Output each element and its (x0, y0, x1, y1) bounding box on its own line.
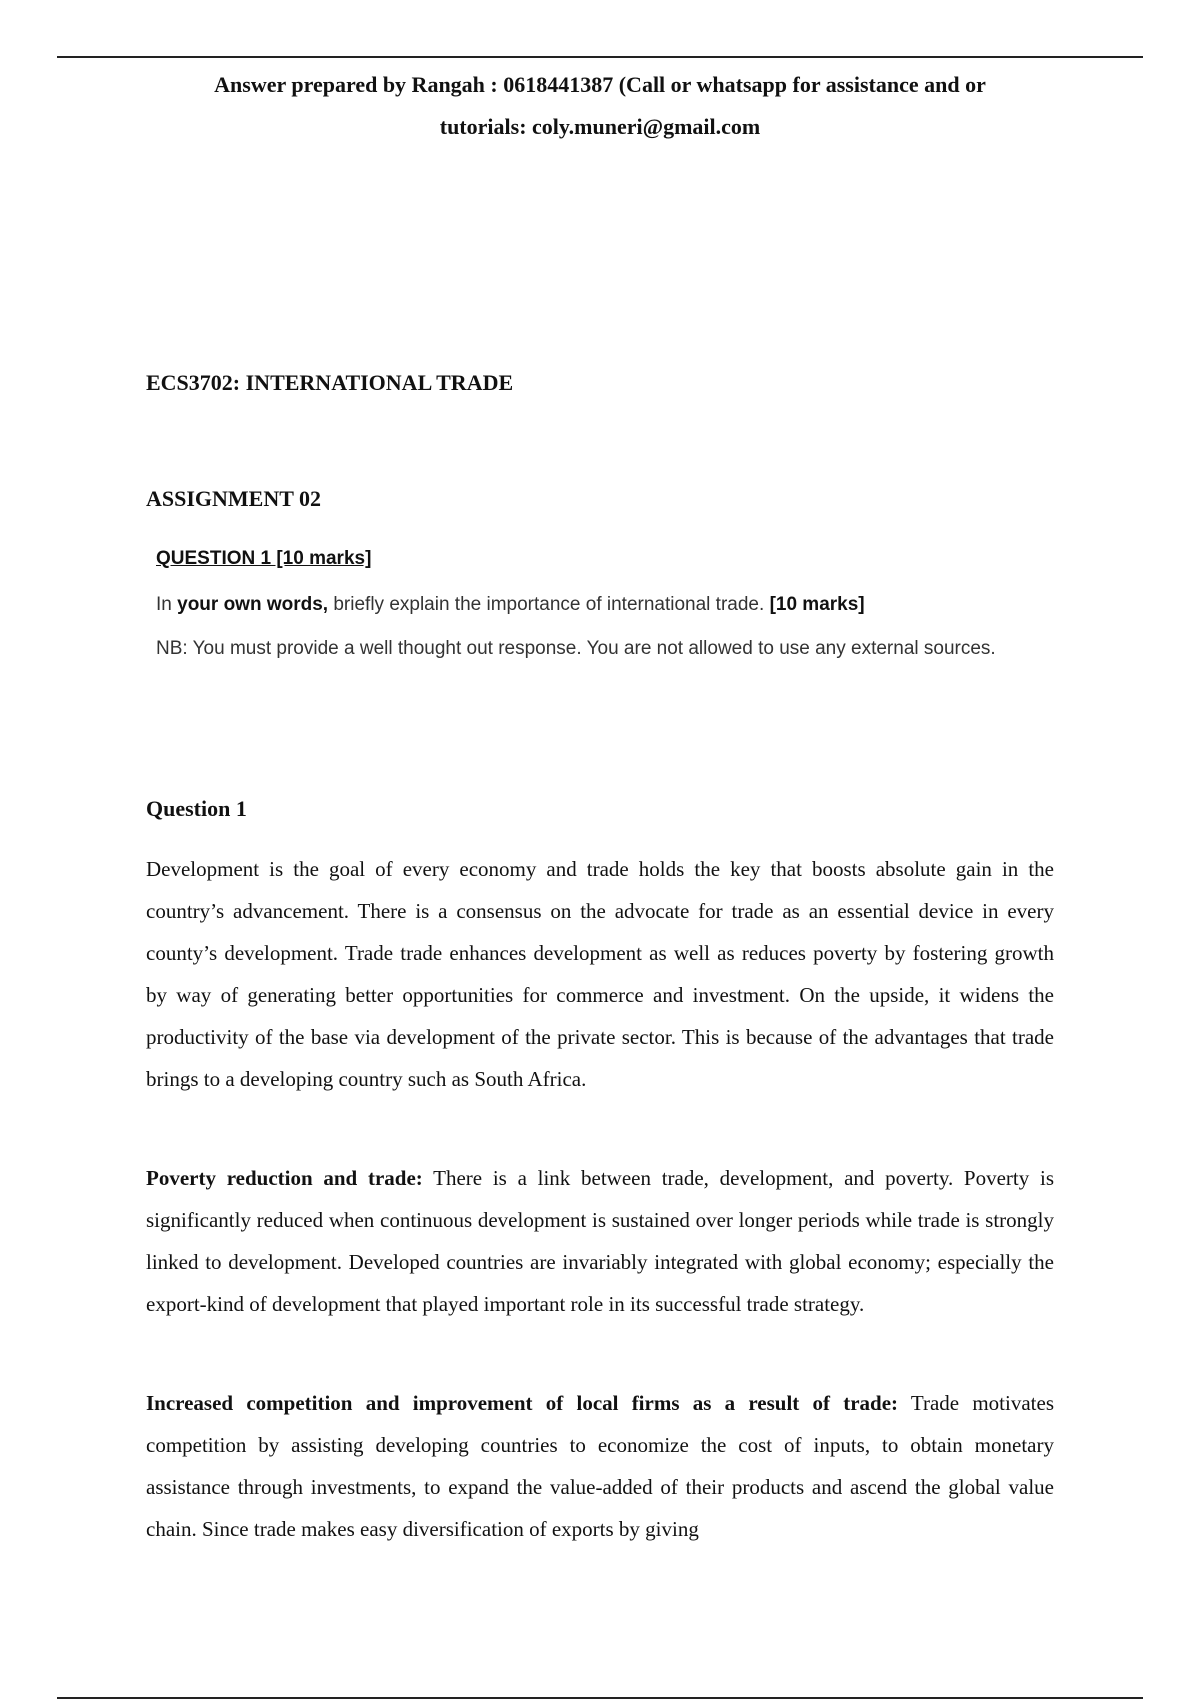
answer-paragraph-2 (146, 1157, 1054, 1325)
answer-heading: Question 1 (146, 796, 247, 821)
question-box (156, 548, 1056, 662)
prompt-rest: briefly explain the importance of international trade. (328, 594, 770, 615)
question-note: NB: You must provide a well thought out response. You are not allowed to use any external sources. (156, 638, 996, 659)
prompt-bold: your own words, (177, 594, 329, 615)
top-rule (57, 56, 1143, 58)
prompt-start: In (156, 594, 178, 615)
prompt-marks: [10 marks] (769, 594, 865, 615)
assignment-title: ASSIGNMENT 02 (146, 486, 322, 511)
question-prompt (156, 592, 1056, 618)
header-line-1: Answer prepared by Rangah : 0618441387 (Call or whatsapp for assistance and or (214, 72, 986, 97)
paragraph-1-text: Development is the goal of every economy and trade holds the key that boosts absolute gain in the country’s advancement. There is a consensus on the advocate for trade as an essential device in every county’s development. Trade trade enhances development as well as reduces poverty by fostering growth by way of generating better opportunities for commerce and investment. On the upside, it widens the productivity of the base via development of the private sector. This is because of the advantages that trade brings to a developing country such as South Africa. (146, 857, 1054, 1091)
bottom-rule (57, 1697, 1143, 1699)
paragraph-3-text: Trade motivates competition by assisting developing countries to economize the cost of inputs, to obtain monetary assistance through investments, to expand the value-added of their products and ascend the global value chain. Since trade makes easy diversification of exports by giving (146, 1391, 1054, 1541)
paragraph-3-lead: Increased competition and improvement of local firms as a result of trade: (146, 1391, 899, 1415)
paragraph-2-lead: Poverty reduction and trade: (146, 1166, 423, 1190)
answer-paragraph-1 (146, 848, 1054, 1100)
course-title: ECS3702: INTERNATIONAL TRADE (146, 370, 514, 395)
answer-paragraph-3 (146, 1382, 1054, 1550)
header-line-2: tutorials: coly.muneri@gmail.com (439, 114, 761, 139)
page-header (57, 64, 1143, 148)
paragraph-2-text: There is a link between trade, development, and poverty. Poverty is significantly reduced when continuous development is sustained over longer periods while trade is strongly linked to development. Developed countries are invariably integrated with global economy; especially the export-kind of development that played important role in its successful trade strategy. (146, 1166, 1055, 1316)
question-box-heading: QUESTION 1 [10 marks] (156, 548, 372, 569)
